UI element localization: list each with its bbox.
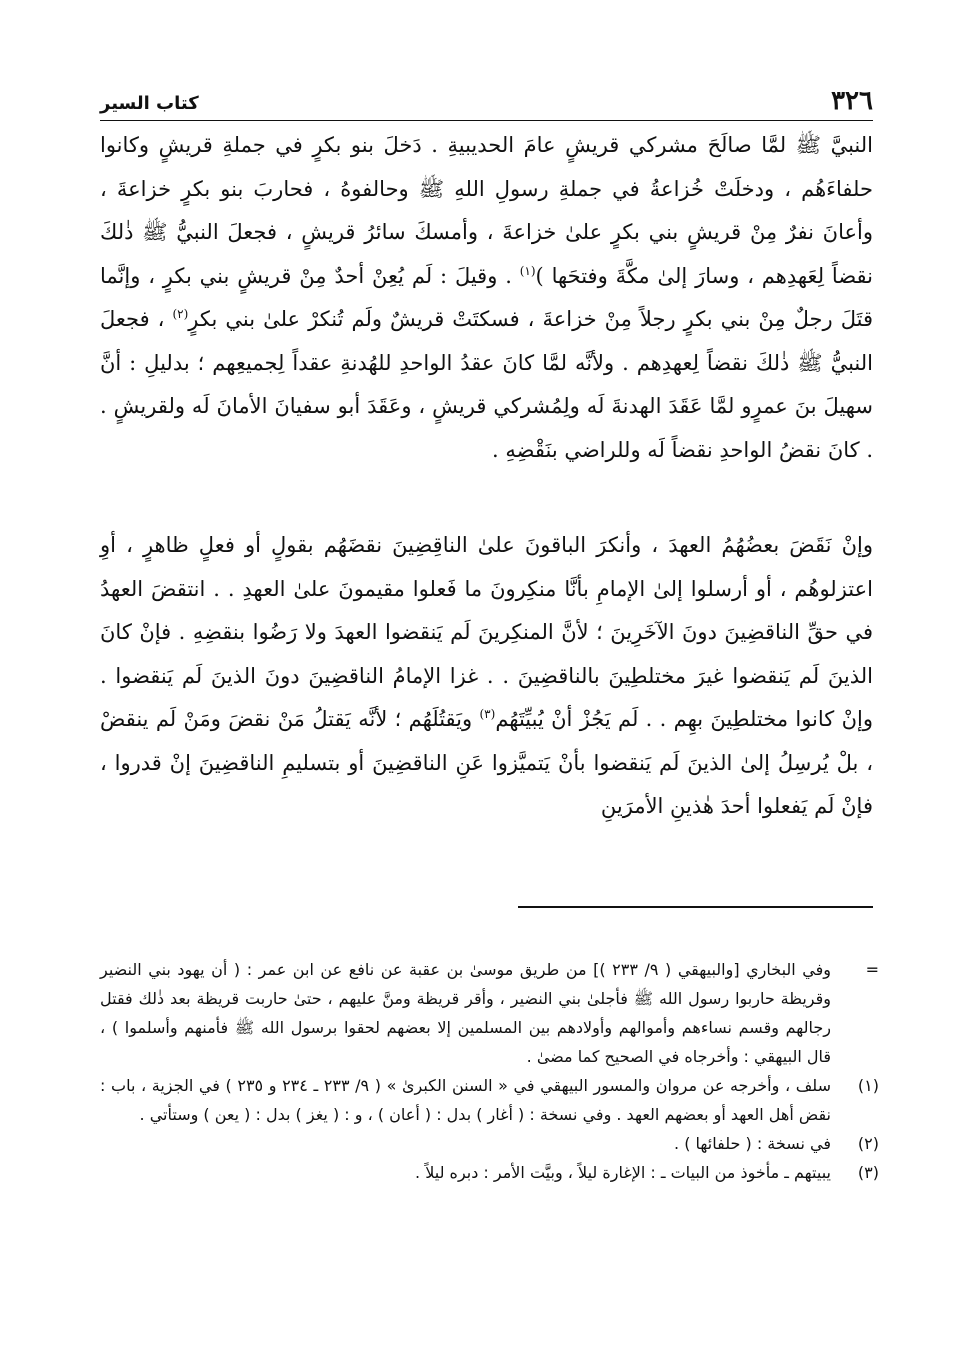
footnote-ref-3[interactable]: (٣) bbox=[479, 707, 496, 721]
footnote-3 bbox=[100, 1158, 879, 1187]
footnote-continued bbox=[100, 955, 879, 1071]
footnote-text: يبيتهم ـ مأخوذ من البيات ـ : الإغارة ليلاً ، وبيَّت الأمر : دبره ليلاً . bbox=[415, 1163, 831, 1182]
paragraph-text: ، فجعلَ النبيُّ ﷺ ذٰلكَ نقضاً لِعهدِهم . ولأنَّه لمَّا كانَ عقدُ الواحدِ للهُدنةِ عقداً لِجميعِهم ؛ بدليلِ : أنَّ سهيلَ بنَ عمرٍو لمَّا عَقَدَ الهدنةَ لَه ولِمُشركي قريشٍ ، وعَقَدَ أبو سفيانَ الأمانَ لَه ولقريشٍ . . كانَ نقضُ الواحدِ نقضاً لَه وللراضي بنَقْضِهِ . bbox=[100, 307, 873, 462]
footnotes bbox=[100, 955, 879, 1187]
footnote-1 bbox=[100, 1071, 879, 1129]
footnote-marker: (١) bbox=[857, 1076, 879, 1095]
footnote-separator bbox=[518, 906, 873, 908]
paragraph-2 bbox=[100, 524, 873, 829]
paragraph-text: النبيَّ ﷺ لمَّا صالَحَ مشركي قريشٍ عامَ الحديبيةِ . دَخلَ بنو بكرٍ في جملةِ قريشٍ وكانوا حلفاءَهُم ، ودخلَتْ خُزاعةُ في جملةِ رسولِ اللهِ ﷺ وحالفوهُ ، فحاربَ بنو بكرٍ خزاعةَ ، وأعانَ نفرٌ مِنْ قريشٍ بني بكرٍ علىٰ خزاعةَ ، وأمسكَ سائرُ قريشٍ ، فجعلَ النبيُّ ﷺ ذٰلكَ نقضاً لِعَهدِهم ، وسارَ إلىٰ مكَّةَ وفتحَها ) bbox=[100, 133, 873, 288]
footnote-text: سلف ، وأخرجه عن مروان والمسور البيهقي في « السنن الكبرىٰ » ( ٩/ ٢٣٣ ـ ٢٣٤ و ٢٣٥ ) في الجزية ، باب : نقض أهل العهد أو بعضهم العهد . وفي نسخة : ( أغار ) بدل : ( أعان ) ، و : ( يغز ) بدل : ( يعن ) وستأتي . bbox=[100, 1076, 831, 1124]
page-header bbox=[100, 78, 873, 121]
page-number: ٣٢٦ bbox=[831, 86, 873, 116]
paragraph-text: . وقيلَ : لَم يُعِنْ أحدٌ مِنْ قريشٍ بني بكرٍ ، وإنَّما قتَلَ رجلٌ مِنْ بني بكرٍ رجلاً مِنْ خزاعةَ ، فسكتَتْ قريشٌ ولَم تُنكرْ علىٰ بني بكرٍ bbox=[100, 263, 873, 331]
main-text bbox=[100, 124, 873, 829]
footnote-text: في نسخة : ( حلفائها ) . bbox=[674, 1134, 831, 1153]
paragraph-1 bbox=[100, 124, 873, 472]
footnote-marker: (٢) bbox=[857, 1134, 879, 1153]
footnote-2 bbox=[100, 1129, 879, 1158]
footnote-text: وفي البخاري [والبيهقي ( ٩/ ٢٣٣ )] من طريق موسىٰ بن عقبة عن نافع عن ابن عمر : ( أن يهود بني النضير وقريظة حاربوا رسول الله ﷺ فأجلىٰ بني النضير ، وأقر قريظة ومنَّ عليهم ، حتىٰ حاربت قريظة بعد ذٰلك فقتل رجالهم وقسم نساءهم وأموالهم وأولادهم بين المسلمين إلا بعضهم لحقوا برسول الله ﷺ فأمنهم وأسلموا ) ، قال البيهقي : وأخرجاه في الصحيح كما مضىٰ . bbox=[100, 960, 831, 1066]
footnote-ref-2[interactable]: (٢) bbox=[172, 307, 189, 321]
footnote-marker: = bbox=[865, 960, 879, 979]
running-title: كتاب السير bbox=[100, 93, 199, 114]
paragraph-text: ويَقتُلَهُم ؛ لأنَّه يَقتلُ مَنْ نقضَ ومَنْ لَم ينقضْ ، بلْ يُرسِلُ إلىٰ الذينَ لَم يَنقضوا بأنْ يَتميَّزوا عَنِ الناقضِينَ أو بتسليمِ الناقضِينَ إنْ قدروا ، فإنْ لَم يَفعلوا أحدَ هٰذينِ الأمرَينِ bbox=[100, 707, 873, 818]
footnote-ref-1[interactable]: (١) bbox=[519, 263, 536, 278]
paragraph-text: وإنْ نَقَضَ بعضُهُمُ العهدَ ، وأنكرَ الباقونَ علىٰ الناقِضِينَ نقضَهُم بقولٍ أو فعلٍ ظاهرٍ ، أوِ اعتزلوهُم ، أو أرسلوا إلىٰ الإمامِ بأنَّا منكِرونَ ما فَعلوا مقيمونَ علىٰ العهدِ . . انتقضَ العهدُ في حقِّ الناقضِينَ دونَ الآخَرِينَ ؛ لأنَّ المنكِرينَ لَم يَنقضوا العهدَ ولا رَضُوا بنقضِهِ . فإنْ كانَ الذينَ لَم يَنقضوا غيرَ مختلطِينَ بالناقضِينَ . . غزا الإمامُ الناقضِينَ دونَ الذينَ لَم يَنقضوا . وإنْ كانوا مختلطِينَ بهِم . . لَم يَجُزْ أنْ يُبيِّتَهُم bbox=[100, 533, 873, 731]
footnote-marker: (٣) bbox=[857, 1163, 879, 1182]
